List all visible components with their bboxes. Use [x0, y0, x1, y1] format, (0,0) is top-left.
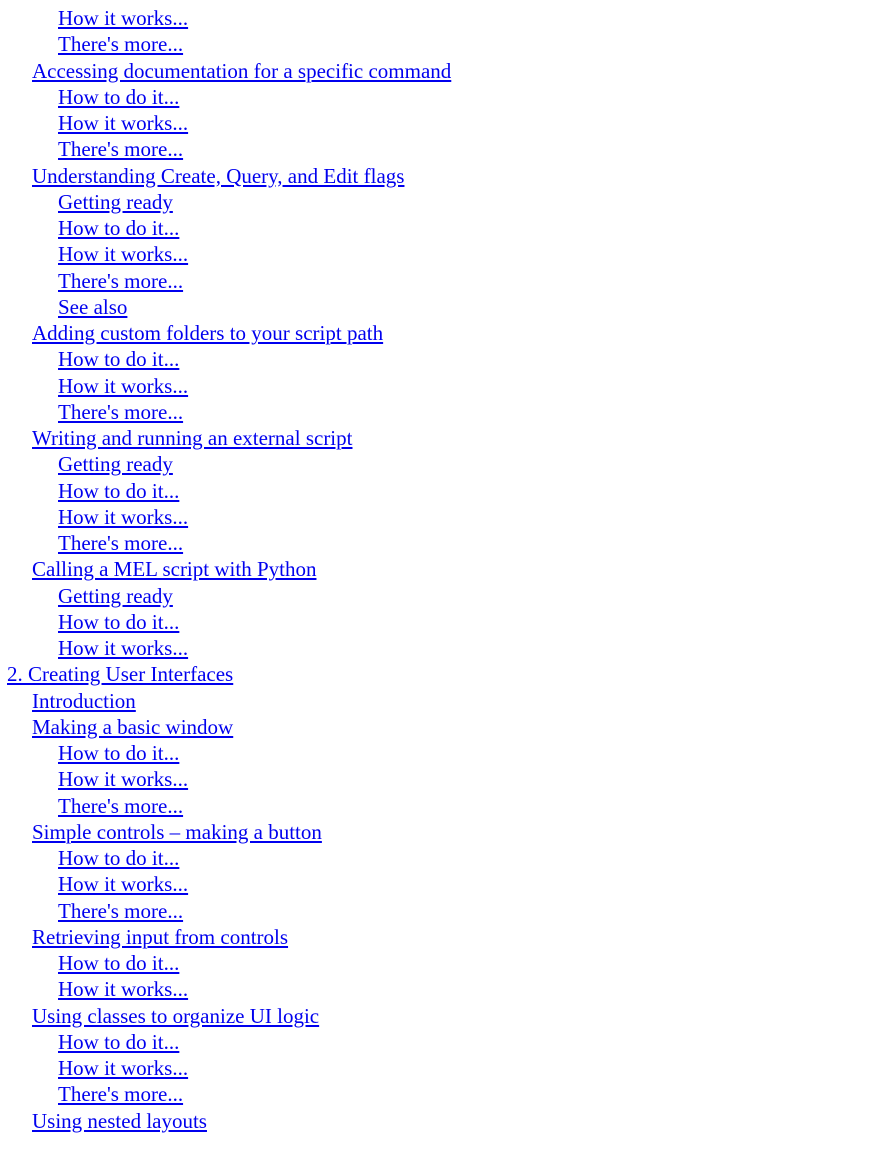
- toc-subsection-link[interactable]: How it works...: [58, 504, 189, 529]
- toc-subsection-row: [0, 215, 451, 241]
- toc-subsection-link[interactable]: Getting ready: [58, 189, 173, 214]
- toc-subsection-row: [0, 583, 451, 609]
- toc-subsection-row: [0, 451, 451, 477]
- toc-section-link[interactable]: Understanding Create, Query, and Edit flags: [32, 163, 405, 188]
- toc-subsection-link[interactable]: How to do it...: [58, 478, 180, 503]
- toc-subsection-row: [0, 766, 451, 792]
- toc-section-row: [0, 163, 451, 189]
- toc-subsection-link[interactable]: How it works...: [58, 872, 189, 897]
- toc-subsection-link[interactable]: How it works...: [58, 373, 189, 398]
- toc-subsection-link[interactable]: See also: [58, 294, 128, 319]
- toc-section-row: [0, 714, 451, 740]
- toc-section-link[interactable]: Using classes to organize UI logic: [32, 1003, 320, 1028]
- toc-section-row: [0, 1003, 451, 1029]
- toc-subsection-row: [0, 294, 451, 320]
- toc-section-row: [0, 1108, 451, 1134]
- toc-subsection-link[interactable]: Getting ready: [58, 452, 173, 477]
- toc-subsection-link[interactable]: How to do it...: [58, 347, 180, 372]
- toc-subsection-link[interactable]: How it works...: [58, 242, 189, 267]
- toc-subsection-link[interactable]: How it works...: [58, 6, 189, 30]
- toc-section-row: [0, 320, 451, 346]
- toc-subsection-row: [0, 740, 451, 766]
- toc-section-link[interactable]: Calling a MEL script with Python: [32, 557, 317, 582]
- toc-subsection-row: [0, 136, 451, 162]
- toc-subsection-row: [0, 871, 451, 897]
- toc-section-link[interactable]: Making a basic window: [32, 714, 234, 739]
- toc-subsection-row: [0, 5, 451, 31]
- toc-section-row: [0, 556, 451, 582]
- toc-subsection-row: [0, 845, 451, 871]
- table-of-contents: [0, 5, 451, 1134]
- toc-subsection-link[interactable]: How it works...: [58, 636, 189, 660]
- toc-subsection-link[interactable]: How to do it...: [58, 846, 180, 870]
- toc-subsection-link[interactable]: How to do it...: [58, 951, 180, 975]
- toc-subsection-row: [0, 530, 451, 556]
- toc-subsection-link[interactable]: How to do it...: [58, 84, 180, 109]
- toc-section-row: [0, 924, 451, 950]
- toc-chapter-row: [0, 661, 451, 687]
- toc-subsection-link[interactable]: There's more...: [58, 1082, 184, 1107]
- toc-subsection-row: [0, 189, 451, 215]
- toc-subsection-row: [0, 373, 451, 399]
- toc-subsection-row: [0, 793, 451, 819]
- toc-subsection-row: [0, 478, 451, 504]
- toc-subsection-link[interactable]: There's more...: [58, 399, 184, 424]
- toc-subsection-row: [0, 976, 451, 1002]
- toc-subsection-row: [0, 399, 451, 425]
- toc-section-link[interactable]: Writing and running an external script: [32, 426, 353, 450]
- toc-subsection-row: [0, 110, 451, 136]
- toc-subsection-row: [0, 268, 451, 294]
- toc-section-link[interactable]: Introduction: [32, 688, 136, 713]
- toc-subsection-row: [0, 241, 451, 267]
- toc-section-row: [0, 688, 451, 714]
- toc-section-row: [0, 58, 451, 84]
- toc-section-link[interactable]: Adding custom folders to your script path: [32, 321, 384, 345]
- toc-subsection-link[interactable]: There's more...: [58, 32, 184, 57]
- toc-subsection-row: [0, 84, 451, 110]
- toc-subsection-link[interactable]: There's more...: [58, 898, 184, 923]
- toc-subsection-link[interactable]: How to do it...: [58, 1029, 180, 1054]
- toc-section-link[interactable]: Using nested layouts: [32, 1108, 207, 1133]
- toc-subsection-link[interactable]: How to do it...: [58, 741, 180, 765]
- toc-section-link[interactable]: Retrieving input from controls: [32, 924, 289, 949]
- toc-subsection-row: [0, 635, 451, 661]
- toc-subsection-row: [0, 346, 451, 372]
- toc-subsection-link[interactable]: How it works...: [58, 977, 189, 1002]
- toc-subsection-link[interactable]: There's more...: [58, 137, 184, 162]
- toc-subsection-row: [0, 609, 451, 635]
- toc-subsection-row: [0, 504, 451, 530]
- toc-subsection-link[interactable]: Getting ready: [58, 583, 173, 608]
- toc-subsection-row: [0, 1029, 451, 1055]
- toc-section-link[interactable]: Simple controls – making a button: [32, 819, 322, 844]
- toc-subsection-link[interactable]: There's more...: [58, 793, 184, 818]
- toc-subsection-row: [0, 31, 451, 57]
- toc-subsection-link[interactable]: How to do it...: [58, 216, 180, 240]
- toc-subsection-link[interactable]: There's more...: [58, 268, 184, 293]
- toc-subsection-link[interactable]: How it works...: [58, 767, 189, 792]
- toc-section-row: [0, 425, 451, 451]
- toc-subsection-row: [0, 898, 451, 924]
- toc-subsection-link[interactable]: How to do it...: [58, 609, 180, 634]
- toc-subsection-row: [0, 1081, 451, 1107]
- toc-subsection-row: [0, 1055, 451, 1081]
- toc-section-row: [0, 819, 451, 845]
- toc-chapter-link[interactable]: 2. Creating User Interfaces: [7, 662, 234, 687]
- toc-subsection-row: [0, 950, 451, 976]
- toc-subsection-link[interactable]: How it works...: [58, 1056, 189, 1080]
- toc-subsection-link[interactable]: There's more...: [58, 531, 184, 555]
- toc-section-link[interactable]: Accessing documentation for a specific command: [32, 58, 452, 83]
- toc-subsection-link[interactable]: How it works...: [58, 111, 189, 135]
